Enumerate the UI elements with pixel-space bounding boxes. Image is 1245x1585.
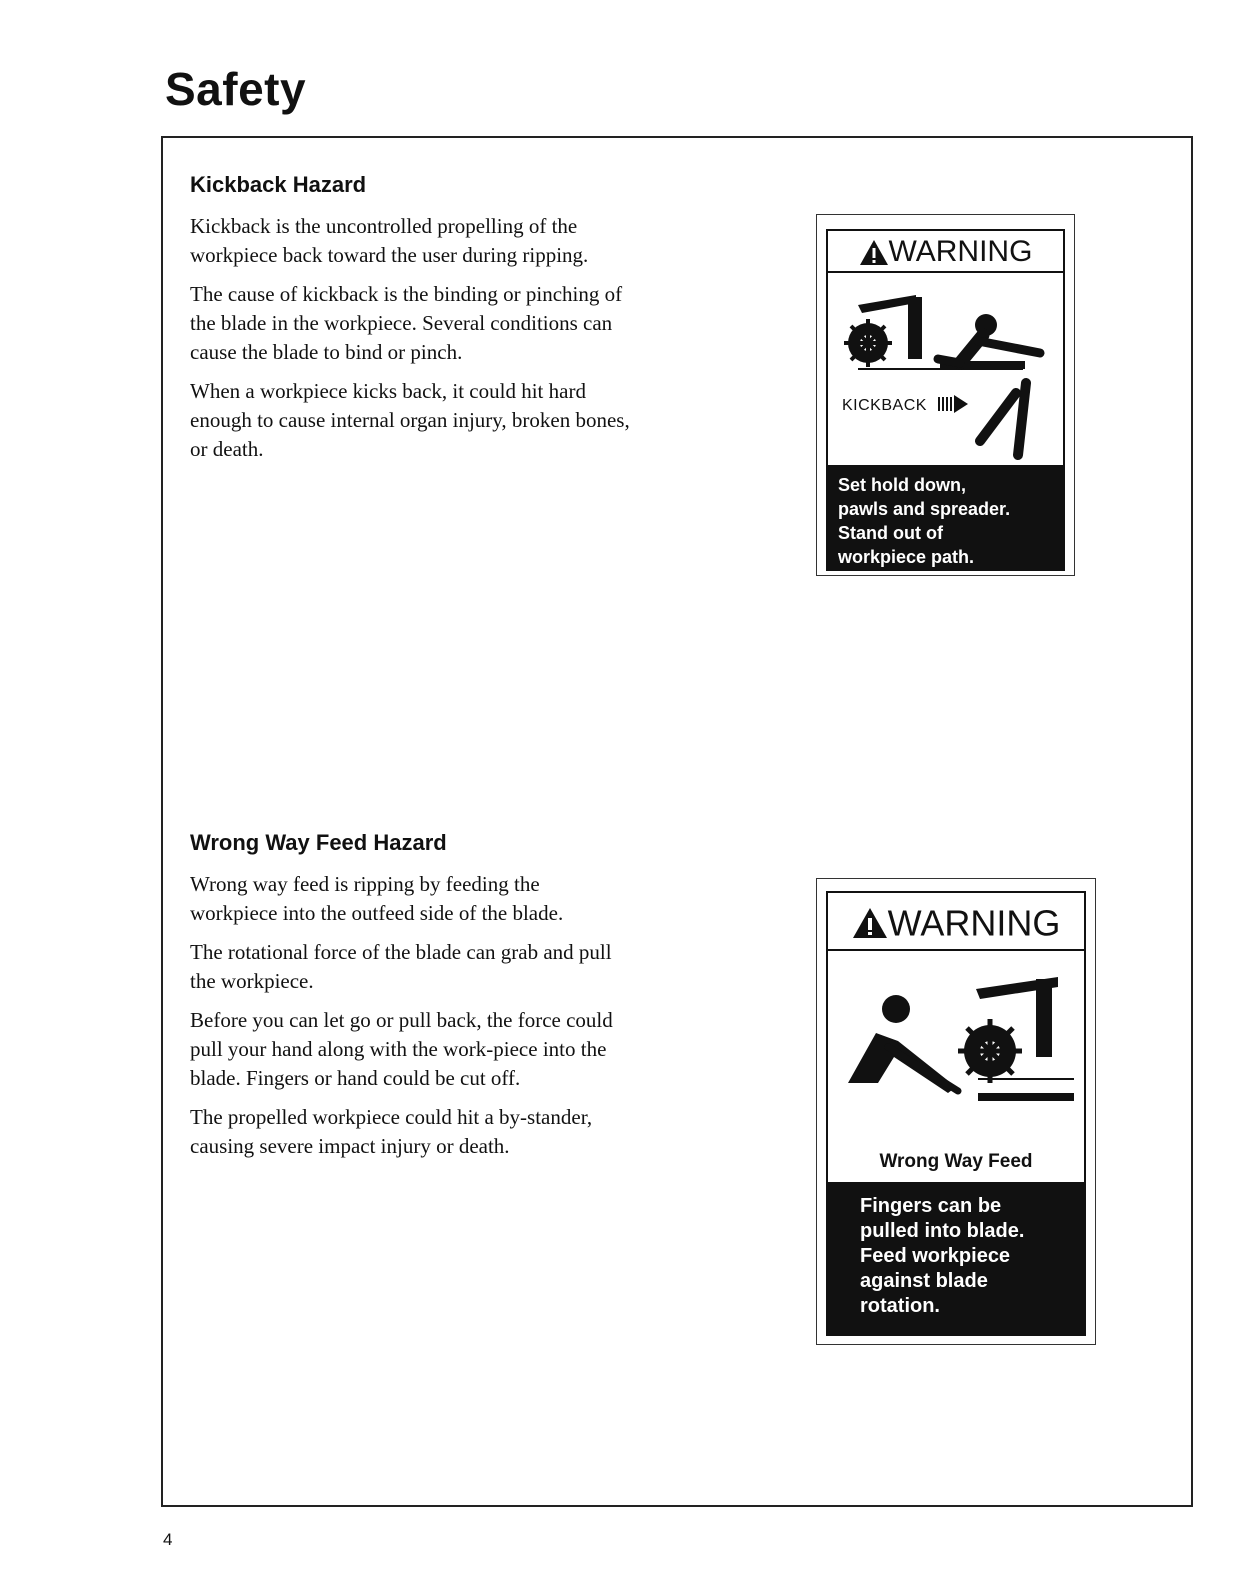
kickback-heading: Kickback Hazard (190, 172, 367, 197)
wrong-way-warning-sign (816, 878, 1096, 1345)
saw-kickback-icon (828, 273, 1063, 461)
saw-wrong-way-feed-icon (828, 951, 1084, 1151)
wrong-way-feed-section (190, 830, 630, 1171)
wrong-way-sign-message: Fingers can be pulled into blade. Feed workpiece against blade rotation. (828, 1182, 1084, 1334)
warning-triangle-icon (852, 907, 888, 939)
warning-triangle-icon (859, 239, 889, 266)
wrong-way-paragraph: The rotational force of the blade can grab and pull the workpiece. (190, 940, 612, 993)
kickback-section (190, 172, 630, 474)
kickback-paragraph: When a workpiece kicks back, it could hit hard enough to cause internal organ injury, broken bones, or death. (190, 379, 630, 461)
wrong-way-pictogram-label: Wrong Way Feed (879, 1151, 1033, 1172)
kickback-sign-message: Set hold down, pawls and spreader. Stand out of workpiece path. (828, 465, 1063, 569)
kickback-warning-sign (816, 214, 1075, 576)
wrong-way-heading: Wrong Way Feed Hazard (190, 830, 447, 855)
page-number: 4 (163, 1530, 173, 1549)
kickback-sign-header: WARNING (828, 231, 1063, 273)
wrong-way-paragraph: The propelled workpiece could hit a by-stander, causing severe impact injury or death. (190, 1105, 593, 1158)
wrong-way-paragraph: Before you can let go or pull back, the force could pull your hand along with the work-piece into the blade. Fingers or hand could be cut off. (190, 1008, 613, 1090)
kickback-paragraph: The cause of kickback is the binding or pinching of the blade in the workpiece. Several conditions can cause the blade to bind or pinch. (190, 282, 623, 364)
page-title: Safety (165, 63, 307, 115)
kickback-pictogram-label: KICKBACK (842, 397, 927, 414)
wrong-way-pictogram (828, 951, 1084, 1191)
kickback-paragraph: Kickback is the uncontrolled propelling of the workpiece back toward the user during ripping. (190, 214, 589, 267)
wrong-way-paragraph: Wrong way feed is ripping by feeding the workpiece into the outfeed side of the blade. (190, 872, 564, 925)
wrong-way-sign-header: WARNING (828, 893, 1084, 951)
kickback-pictogram (828, 273, 1063, 461)
